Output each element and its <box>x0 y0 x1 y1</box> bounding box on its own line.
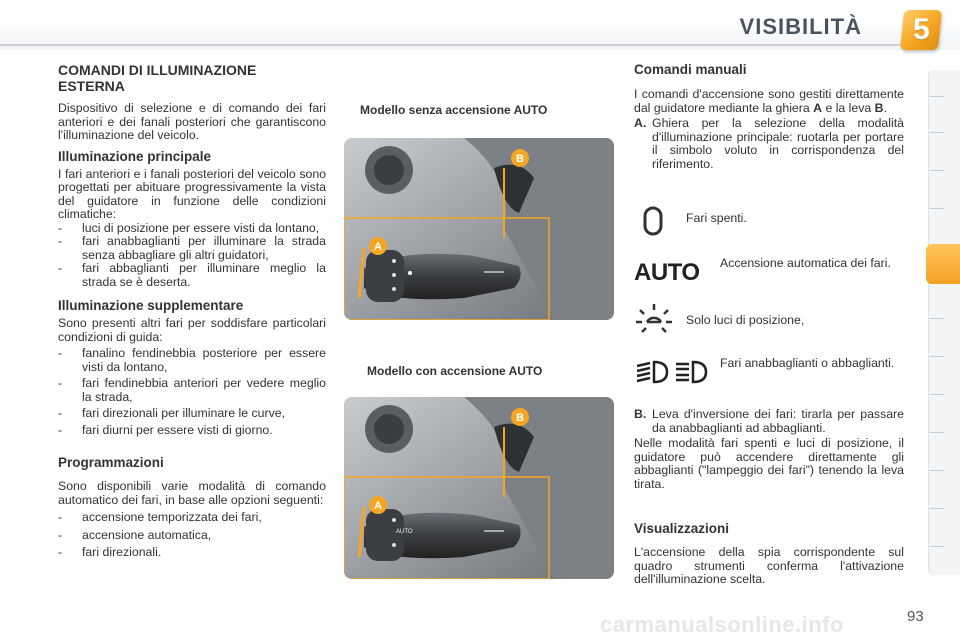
symbol-row-position <box>634 300 804 336</box>
lever-b-description: B. Leva d'inversione dei fari: tirarla per passare da anabbaglianti ad abbaglianti. <box>634 407 904 435</box>
list-item: - fari direzionali. <box>58 545 162 559</box>
position-lights-icon <box>634 300 674 336</box>
stalk-illustration <box>344 138 614 320</box>
symbol-row-auto <box>634 257 906 287</box>
chapter-tab-active[interactable] <box>926 244 960 284</box>
symbol-text: Fari spenti. <box>686 211 747 225</box>
list-item: - accensione automatica, <box>58 527 212 542</box>
label-b: B <box>516 153 524 165</box>
label-b: B <box>516 412 524 424</box>
page-number: 93 <box>907 608 924 625</box>
symbol-text: Accensione automatica dei fari. <box>720 256 891 270</box>
auto-marking: AUTO <box>396 529 413 535</box>
chapter-tab-rail <box>928 70 960 575</box>
tab-marker <box>930 394 944 395</box>
tab-marker <box>930 432 944 433</box>
tab-marker <box>930 170 944 171</box>
auto-icon: AUTO <box>634 259 700 286</box>
list-item: - accensione temporizzata dei fari, <box>58 510 262 524</box>
list-item: - fari anabbaglianti per illuminare la strada senza abbagliare gli altri guidatori, <box>58 234 326 262</box>
section-title: COMANDI DI ILLUMINAZIONE ESTERNA <box>58 62 257 94</box>
beam-lights-icon <box>634 357 714 387</box>
figure-stalk-with-auto <box>344 397 614 579</box>
list-item: - fari abbaglianti per illuminare meglio la strada se è deserta. <box>58 261 326 289</box>
list-item: - fari direzionali per illuminare le curve, <box>58 406 285 420</box>
manual-controls-heading: Comandi manuali <box>634 62 747 77</box>
watermark: carmanualsonline.info <box>600 612 844 637</box>
tab-marker <box>930 470 944 471</box>
page-title: VISIBILITÀ <box>739 14 862 39</box>
header-divider <box>0 44 900 46</box>
main-lighting-text: I fari anteriori e i fanali posteriori del veicolo sono progettati per abituare progressivamente la vista del guidatore in funzione delle condizioni climatiche: <box>58 166 326 221</box>
list-item: - fari fendinebbia anteriori per vedere meglio la strada, <box>58 376 326 404</box>
label-a: A <box>374 241 382 253</box>
chapter-number: 5 <box>912 13 930 46</box>
list-item: - fanalino fendinebbia posteriore per essere visti da lontano, <box>58 346 326 374</box>
programming-text: Sono disponibili varie modalità di comando automatico dei fari, in base alle opzioni seguenti: <box>58 479 326 507</box>
ring-a-description: A. Ghiera per la selezione della modalità d'illuminazione principale: ruotarla per portare il simbolo voluto in corrispondenza del riferimento. <box>634 116 904 171</box>
symbol-text: Fari anabbaglianti o abbaglianti. <box>720 356 895 370</box>
tab-marker <box>930 96 944 97</box>
tab-marker <box>930 318 944 319</box>
symbol-text: Solo luci di posizione, <box>686 313 805 327</box>
main-lighting-heading: Illuminazione principale <box>58 148 212 164</box>
stalk-illustration <box>344 397 614 579</box>
tab-marker <box>930 208 944 209</box>
right-column <box>634 62 904 171</box>
manual-controls-text: I comandi d'accensione sono gestiti direttamente dal guidatore mediante la ghiera A e la leva B. <box>634 87 904 115</box>
extra-lighting-heading: Illuminazione supplementare <box>58 298 244 313</box>
label-a: A <box>374 500 382 512</box>
left-column <box>58 62 326 560</box>
tab-marker <box>930 546 944 547</box>
display-heading: Visualizzazioni <box>634 521 730 536</box>
symbol-row-beams <box>634 357 904 387</box>
figure-stalk-without-auto <box>344 138 614 320</box>
symbol-row-off <box>634 206 747 236</box>
list-item: - fari diurni per essere visti di giorno. <box>58 422 273 437</box>
figure-caption-2: Modello con accensione AUTO <box>367 364 543 378</box>
display-text: L'accensione della spia corrispondente sul quadro strumenti conferma l'attivazione dell'illuminazione scelta. <box>634 545 904 586</box>
chapter-badge <box>900 10 942 50</box>
list-item: - luci di posizione per essere visti da lontano, <box>58 220 320 235</box>
tab-marker <box>930 508 944 509</box>
flash-note: Nelle modalità fari spenti e luci di posizione, il guidatore può accendere direttamente gli abbaglianti ("lampeggio dei fari") tenendo la leva tirata. <box>634 436 904 491</box>
extra-lighting-text: Sono presenti altri fari per soddisfare particolari condizioni di guida: <box>58 316 326 344</box>
lever-b-section <box>634 408 904 587</box>
figure-caption-1: Modello senza accensione AUTO <box>360 103 548 117</box>
programming-heading: Programmazioni <box>58 455 164 470</box>
lights-off-icon <box>634 206 674 236</box>
tab-marker <box>930 356 944 357</box>
intro-text: Dispositivo di selezione e di comando dei fari anteriori e dei fanali posteriori che garantiscono l'illuminazione del veicolo. <box>58 101 326 142</box>
tab-marker <box>930 132 944 133</box>
